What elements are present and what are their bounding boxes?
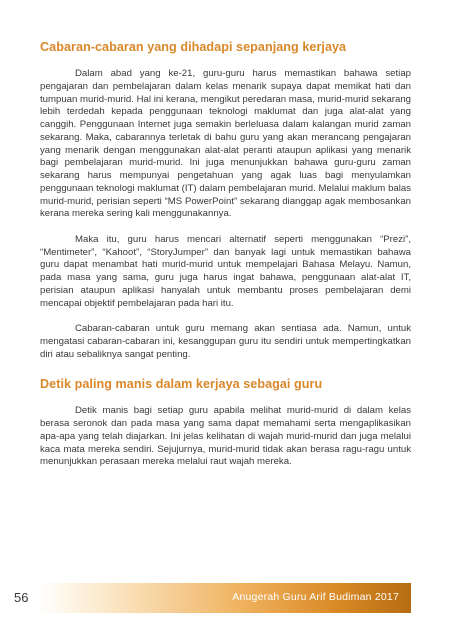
paragraph: Dalam abad yang ke-21, guru-guru harus memastikan bahawa setiap pengajaran dan pembelajaran dalam kelas menarik supaya dapat memikat hati dan tumpuan murid-murid. Hal ini kerana, mengikut peredaran masa, murid-murid sekarang lebih terdedah kepada penggunaan teknologi maklumat dan juga alat-alat yang canggih. Penggunaan Internet juga semakin berleluasa dalam kalangan murid zaman sekarang. Maka, cabarannya terletak di bahu guru yang akan merancang pengajaran yang menarik dengan menggunakan alat-alat peranti ataupun aplikasi yang menarik bagi pembelajaran murid-murid. Ini juga menunjukkan bahawa guru-guru zaman sekarang harus mempunyai pengetahuan yang agak luas bagi menyulamkan penggunaan teknologi maklumat (IT) dalam pembelajaran murid. Melalui maklum balas murid-murid, perisian seperti “MS PowerPoint” sekarang dianggap agak membosankan kerana mereka sering kali menggunakannya. (40, 68, 411, 220)
paragraph: Detik manis bagi setiap guru apabila melihat murid-murid di dalam kelas berasa seronok dan pada masa yang sama dapat memahami serta mengaplikasikan apa-apa yang telah diajarkan. Ini jelas kelihatan di wajah murid-murid dan juga melalui kaca mata mereka sendiri. Sejujurnya, murid-murid tidak akan berasa ragu-ragu untuk menunjukkan perasaan mereka melalui raut wajah mereka. (40, 405, 411, 468)
page-content (40, 40, 411, 469)
page-footer (0, 583, 451, 613)
section-challenges (40, 40, 411, 361)
section-sweetest-moment (40, 377, 411, 469)
paragraph: Cabaran-cabaran untuk guru memang akan sentiasa ada. Namun, untuk mengatasi cabaran-cabaran ini, kesanggupan guru itu sendiri untuk mempertingkatkan diri atau sebaliknya sangat penting. (40, 323, 411, 360)
paragraph: Maka itu, guru harus mencari alternatif seperti menggunakan “Prezi”, “Mentimeter”, “Kahoot”, “StoryJumper” dan banyak lagi untuk memastikan bahawa guru dapat menambat hati murid-murid untuk mempelajari Bahasa Melayu. Namun, pada masa yang sama, guru juga harus ingat bahawa, penggunaan alat-alat IT, perisian ataupun aplikasi hanyalah untuk membantu proses pembelajaran demi mencapai objektif pembelajaran pada hari itu. (40, 233, 411, 309)
publication-title: Anugerah Guru Arif Budiman 2017 (232, 591, 399, 603)
section-title-sweetest-moment: Detik paling manis dalam kerjaya sebagai guru (40, 377, 323, 392)
section-title-challenges: Cabaran-cabaran yang dihadapi sepanjang kerjaya (40, 40, 347, 54)
page-number: 56 (14, 590, 29, 605)
